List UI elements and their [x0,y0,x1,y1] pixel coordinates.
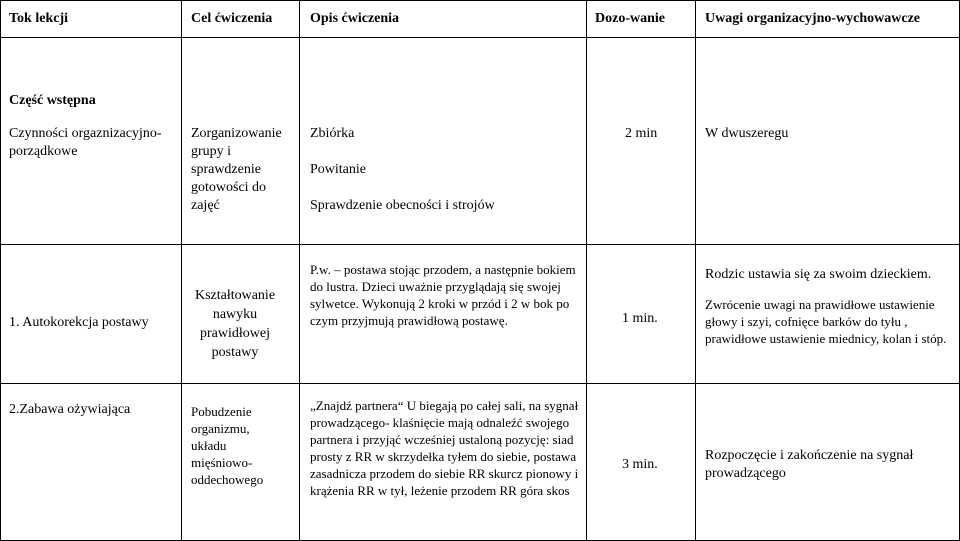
header-cel-cwiczenia: Cel ćwiczenia [191,11,273,26]
section-title: Część wstępna [9,93,96,108]
row1-opis-line: Zbiórka [310,126,355,141]
header-dozowanie: Dozo-wanie [595,11,665,26]
column-divider [695,0,696,541]
column-divider [181,0,182,541]
row1-opis-line: Sprawdzenie obecności i strojów [310,198,495,213]
header-tok-lekcji: Tok lekcji [9,11,68,26]
row1-dozowanie: 2 min [625,126,658,141]
column-divider [586,0,587,541]
row3-tok: 2.Zabawa ożywiająca [9,402,131,417]
header-opis-cwiczenia: Opis ćwiczenia [310,11,400,26]
row1-cel: Zorganizowanie grupy i sprawdzenie gotowości do zajęć [191,126,282,213]
row2-tok: 1. Autokorekcja postawy [9,315,149,330]
header-uwagi: Uwagi organizacyjno-wychowawcze [705,11,921,26]
row-divider [0,37,960,38]
row2-dozowanie: 1 min. [622,311,658,326]
row3-opis: „Znajdź partnera“ U biegają po całej sali, na sygnał prowadzącego- klaśnięcie mają odnaleźć swojego partnera i przyjąć wcześniej ustaloną pozycję: siad prosty z RR w skrzydełka tyłem do siebie, postawa zasadnicza przodem do siebie RR skurcz pionowy i krążenia RR w tył, leżenie przodem RR góra skos [310,398,579,498]
row3-dozowanie: 3 min. [622,457,658,472]
row2-uwagi-line: Rodzic ustawia się za swoim dzieckiem. [705,267,932,282]
row2-cel: Kształtowanie nawyku prawidłowej postawy [194,288,276,360]
row1-tok: Czynności orgaznizacyjno-porządkowe [9,126,162,159]
row3-cel: Pobudzenie organizmu, układu mięśniowo-oddechowego [191,404,264,487]
row1-opis [310,125,580,215]
row3-uwagi: Rozpoczęcie i zakończenie na sygnał prowadzącego [705,448,914,481]
row-divider [0,244,960,245]
row1-opis-line: Powitanie [310,162,366,177]
column-divider [299,0,300,541]
row2-uwagi-line: Zwrócenie uwagi na prawidłowe ustawienie głowy i szyi, cofnięce barków do tyłu , prawidłowe ustawienie miednicy, kolan i stóp. [705,297,947,346]
row2-uwagi [705,266,953,347]
row-divider [0,383,960,384]
table-border-left [0,0,1,541]
row1-uwagi: W dwuszeregu [705,126,789,141]
table-border-top [0,0,960,1]
row2-opis: P.w. – postawa stojąc przodem, a następnie bokiem do lustra. Dzieci uważnie przyglądają się swojej sylwetce. Wykonują 2 kroki w przód i 2 w bok po czym przyjmują prawidłową postawę. [310,262,576,328]
